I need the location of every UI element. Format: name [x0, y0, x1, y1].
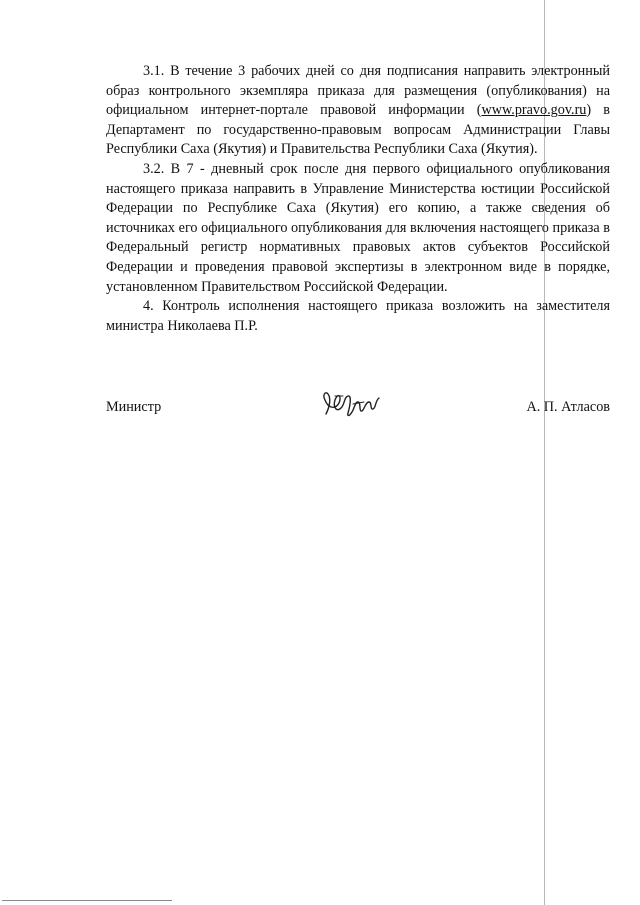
- paragraph-3-1-text-before-link: 3.1. В течение 3 рабочих дней со дня подписания направить электронный образ контрольного экземпляра приказа для размещения (опубликования) на официальном интернет-портале правовой информации (: [106, 63, 610, 119]
- signer-role: Министр: [106, 399, 162, 415]
- pravo-link[interactable]: www.pravo.gov.ru: [481, 102, 587, 119]
- footer-divider: [2, 900, 172, 901]
- signer-name: А. П. Атласов: [526, 399, 610, 415]
- paragraph-3-1: [106, 62, 610, 160]
- paragraph-4: 4. Контроль исполнения настоящего приказа возложить на заместителя министра Николаева П.Р.: [106, 298, 610, 334]
- document-body: [106, 62, 610, 336]
- paragraph-3-1-text-after-link: ) в Департамент по государственно-правовым вопросам Администрации Главы Республики Саха (Якутия) и Правительства Республики Саха (Якутия).: [106, 102, 610, 158]
- paragraph-3-2: 3.2. В 7 - дневный срок после дня первого официального опубликования настоящего приказа направить в Управление Министерства юстиции Российской Федерации по Республике Саха (Якутия) его копию, а также сведения об источниках его официального опубликования для включения настоящего приказа в Федеральный регистр нормативных правовых актов субъектов Российской Федерации и проведения правовой экспертизы в электронном виде в порядке, установленном Правительством Российской Федерации.: [106, 160, 610, 295]
- handwritten-signature-icon: [318, 386, 382, 422]
- signature-block: [106, 396, 610, 426]
